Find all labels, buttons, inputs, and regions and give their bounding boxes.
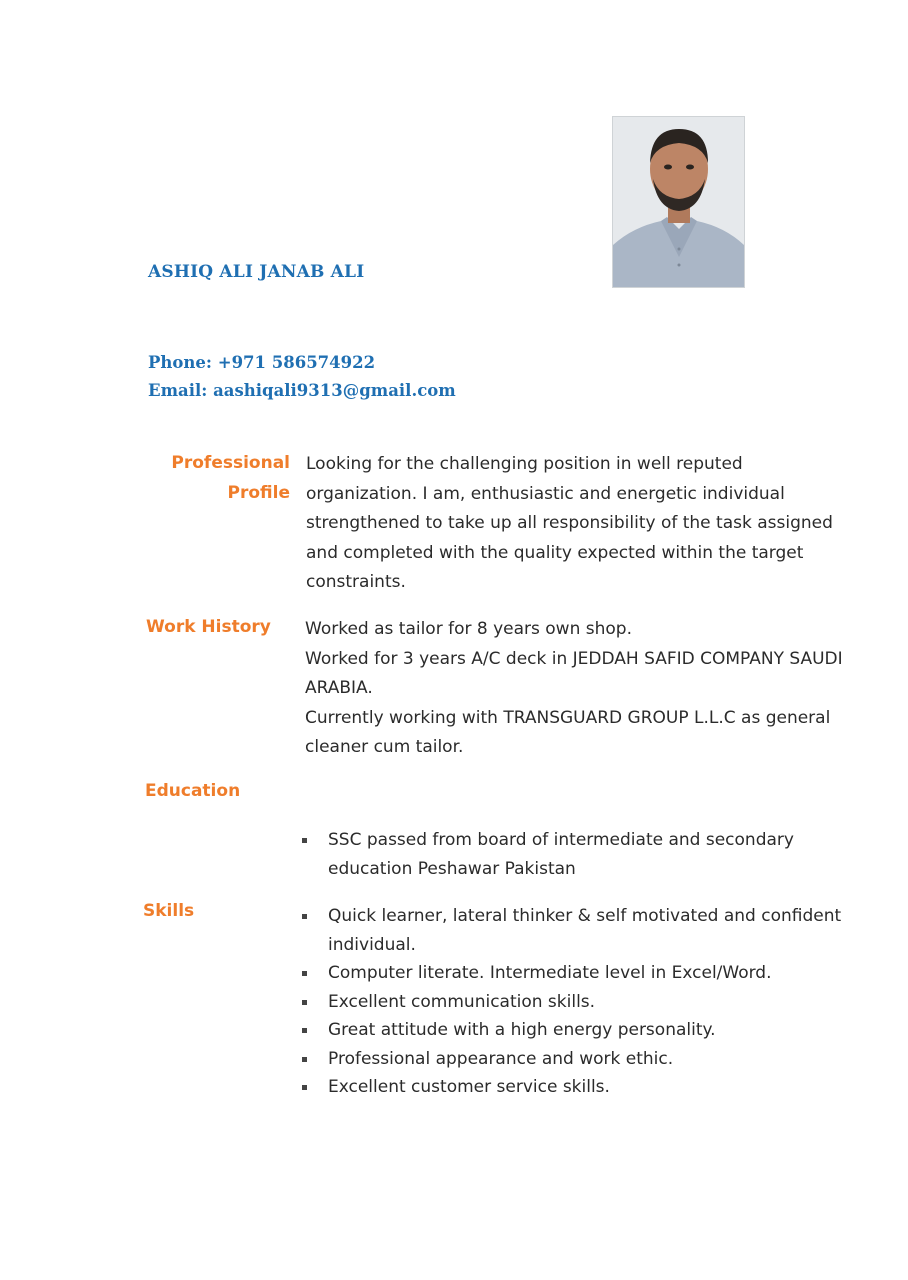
bullet-icon: [302, 1085, 307, 1090]
profile-photo: [612, 116, 745, 288]
list-item: SSC passed from board of intermediate and secondary education Peshawar Pakistan: [302, 826, 842, 883]
email-line: Email: aashiqali9313@gmail.com: [148, 381, 456, 400]
bullet-icon: [302, 838, 307, 843]
list-item: Computer literate. Intermediate level in Excel/Word.: [302, 959, 862, 988]
work-line: Worked for 3 years A/C deck in JEDDAH SAFID COMPANY SAUDI ARABIA.: [305, 648, 843, 698]
work-line: Currently working with TRANSGUARD GROUP L.L.C as general cleaner cum tailor.: [305, 707, 831, 757]
phone-line: Phone: +971 586574922: [148, 353, 376, 372]
professional-profile-heading: Professional Profile: [171, 453, 290, 503]
work-history-heading: Work History: [146, 617, 271, 637]
skills-heading: Skills: [143, 901, 195, 921]
bullet-icon: [302, 1000, 307, 1005]
education-heading: Education: [145, 781, 241, 801]
bullet-icon: [302, 971, 307, 976]
list-item: Great attitude with a high energy personality.: [302, 1016, 862, 1045]
work-line: Worked as tailor for 8 years own shop.: [305, 619, 632, 639]
skills-list: [302, 902, 862, 1102]
candidate-name: ASHIQ ALI JANAB ALI: [148, 262, 365, 282]
list-item: Professional appearance and work ethic.: [302, 1045, 862, 1074]
contact-block: [148, 349, 456, 405]
work-history-text: [305, 615, 870, 763]
person-portrait-icon: [613, 117, 744, 287]
list-item: Excellent communication skills.: [302, 988, 862, 1017]
education-list: [302, 826, 842, 883]
bullet-icon: [302, 914, 307, 919]
list-item: Quick learner, lateral thinker & self motivated and confident individual.: [302, 902, 862, 959]
profile-text: Looking for the challenging position in well reputed organization. I am, enthusiastic and energetic individual strengthened to take up all responsibility of the task assigned and completed with the quality expected within the target constraints.: [306, 454, 833, 592]
bullet-icon: [302, 1028, 307, 1033]
list-item: Excellent customer service skills.: [302, 1073, 862, 1102]
bullet-icon: [302, 1057, 307, 1062]
